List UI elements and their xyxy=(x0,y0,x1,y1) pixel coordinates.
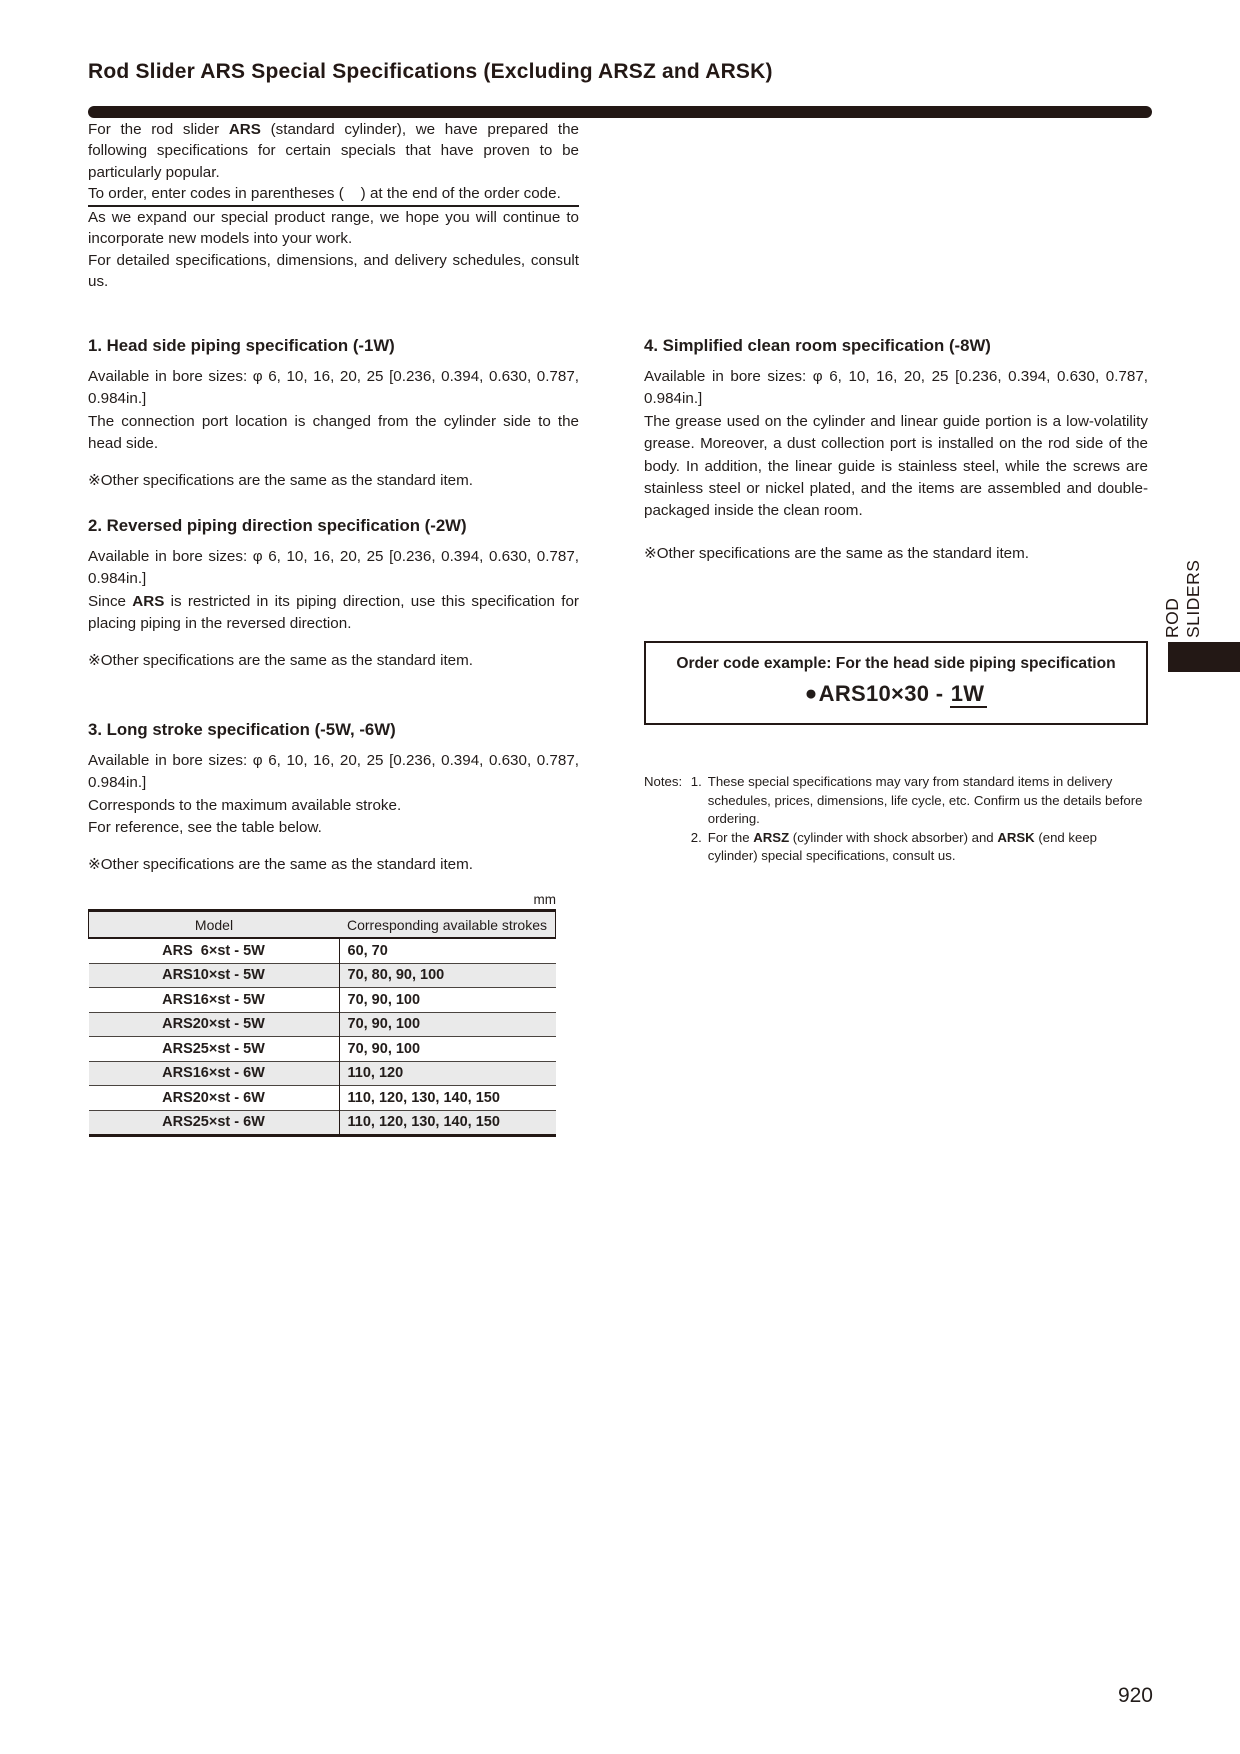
section-3-note: ※Other specifications are the same as the standard item. xyxy=(88,855,474,873)
order-example-heading: Order code example: For the head side piping specification xyxy=(676,655,1116,673)
note-1-number: 1. xyxy=(690,774,702,790)
model-cell: ARS25×st - 6W xyxy=(89,1110,340,1136)
notes-list xyxy=(686,773,1148,866)
order-code-option-suffix: 1W xyxy=(950,681,988,708)
table-row xyxy=(89,1086,556,1111)
note-1-text: These special specifications may vary from standard items in delivery schedules, prices, dimensions, life cycle, etc. Confirm us the details before ordering. xyxy=(707,774,1143,827)
model-cell: ARS16×st - 5W xyxy=(89,988,340,1013)
section-clean-room xyxy=(644,336,1148,565)
section-2-bore-sizes: Available in bore sizes: φ 6, 10, 16, 20, 25 [0.236, 0.394, 0.630, 0.787, 0.984in.] xyxy=(88,548,579,588)
section-2-heading: 2. Reversed piping direction specification (-2W) xyxy=(88,516,467,536)
model-cell: ARS20×st - 6W xyxy=(89,1086,340,1111)
table-row xyxy=(89,1110,556,1136)
section-3-description-line-2: For reference, see the table below. xyxy=(88,819,322,837)
section-1-heading: 1. Head side piping specification (-1W) xyxy=(88,336,395,355)
side-tab-category-label: ROD SLIDERS xyxy=(1162,559,1203,638)
intro-paragraph-3: For detailed specifications, dimensions, and delivery schedules, consult us. xyxy=(88,251,579,291)
column-header-strokes: Corresponding available strokes xyxy=(339,911,556,939)
table-row xyxy=(89,938,556,963)
section-4-heading: 4. Simplified clean room specification (-8W) xyxy=(644,336,991,355)
intro-paragraph-1: For the rod slider ARS (standard cylinder), we have prepared the following specifications for certain specials that have proven to be particularly popular. xyxy=(88,121,579,181)
section-4-description: The grease used on the cylinder and linear guide portion is a low-volatility grease. Moreover, a dust collection port is installed on the rod side of the body. In addition, the linear guide is stainless steel, while the screws are stainless steel or nickel plated, and the items are assembled and double-packaged inside the clean room. xyxy=(644,412,1148,520)
table-header-row xyxy=(89,911,556,939)
column-header-model: Model xyxy=(89,911,340,939)
strokes-cell: 60, 70 xyxy=(339,938,556,963)
title-underline-bar xyxy=(88,106,1152,118)
strokes-cell: 70, 90, 100 xyxy=(339,1037,556,1062)
section-4-note: ※Other specifications are the same as the standard item. xyxy=(644,544,1030,562)
model-cell: ARS16×st - 6W xyxy=(89,1061,340,1086)
intro-underlined-sentence: To order, enter codes in parentheses ( ) at the end of the order code. xyxy=(88,183,579,207)
order-code-body: ARS10×30 - xyxy=(818,681,950,707)
section-3-heading: 3. Long stroke specification (-5W, -6W) xyxy=(88,720,396,740)
page-number: 920 xyxy=(1117,1684,1153,1707)
table-row xyxy=(89,1061,556,1086)
table-row xyxy=(89,963,556,988)
table-row xyxy=(89,988,556,1013)
section-3-bore-sizes: Available in bore sizes: φ 6, 10, 16, 20, 25 [0.236, 0.394, 0.630, 0.787, 0.984in.] xyxy=(88,752,579,792)
strokes-cell: 110, 120 xyxy=(339,1061,556,1086)
section-head-side-piping xyxy=(88,336,579,492)
section-1-bore-sizes: Available in bore sizes: φ 6, 10, 16, 20, 25 [0.236, 0.394, 0.630, 0.787, 0.984in.] xyxy=(88,368,579,408)
section-2-description: Since ARS is restricted in its piping direction, use this specification for placing piping in the reversed direction. xyxy=(88,592,579,633)
strokes-cell: 70, 80, 90, 100 xyxy=(339,963,556,988)
section-reversed-piping xyxy=(88,516,579,672)
side-tab-marker xyxy=(1168,642,1240,672)
order-example-code xyxy=(652,681,1140,707)
section-1-description: The connection port location is changed from the cylinder side to the head side. xyxy=(88,412,579,453)
strokes-cell: 70, 90, 100 xyxy=(339,988,556,1013)
table-unit-label: mm xyxy=(533,892,556,908)
right-column xyxy=(644,336,1148,866)
table-row xyxy=(89,1037,556,1062)
strokes-cell: 70, 90, 100 xyxy=(339,1012,556,1037)
section-2-note: ※Other specifications are the same as the standard item. xyxy=(88,651,474,669)
model-cell: ARS25×st - 5W xyxy=(89,1037,340,1062)
section-3-description-line-1: Corresponds to the maximum available stroke. xyxy=(88,796,402,814)
page-title: Rod Slider ARS Special Specifications (Excluding ARSZ and ARSK) xyxy=(88,60,773,83)
strokes-cell: 110, 120, 130, 140, 150 xyxy=(339,1086,556,1111)
bullet-icon: ● xyxy=(804,682,818,706)
model-cell: ARS10×st - 5W xyxy=(89,963,340,988)
notes-label: Notes: xyxy=(644,774,686,790)
left-column xyxy=(88,336,579,1137)
section-1-note: ※Other specifications are the same as the standard item. xyxy=(88,471,474,489)
model-cell: ARS20×st - 5W xyxy=(89,1012,340,1037)
note-2-number: 2. xyxy=(690,829,702,845)
notes-block xyxy=(644,773,1148,866)
section-long-stroke xyxy=(88,720,579,876)
section-4-bore-sizes: Available in bore sizes: φ 6, 10, 16, 20, 25 [0.236, 0.394, 0.630, 0.787, 0.984in.] xyxy=(644,368,1148,408)
order-code-example-box xyxy=(644,641,1148,725)
intro-text xyxy=(88,119,579,292)
strokes-cell: 110, 120, 130, 140, 150 xyxy=(339,1110,556,1136)
available-strokes-table xyxy=(88,909,556,1137)
intro-paragraph-2: As we expand our special product range, we hope you will continue to incorporate new models into your work. xyxy=(88,209,579,248)
note-1 xyxy=(691,773,1148,829)
table-row xyxy=(89,1012,556,1037)
model-cell: ARS 6×st - 5W xyxy=(162,942,265,959)
note-2: 2. For the ARSZ (cylinder with shock absorber) and ARSK (end keep cylinder) special specifications, consult us. xyxy=(690,829,1098,864)
